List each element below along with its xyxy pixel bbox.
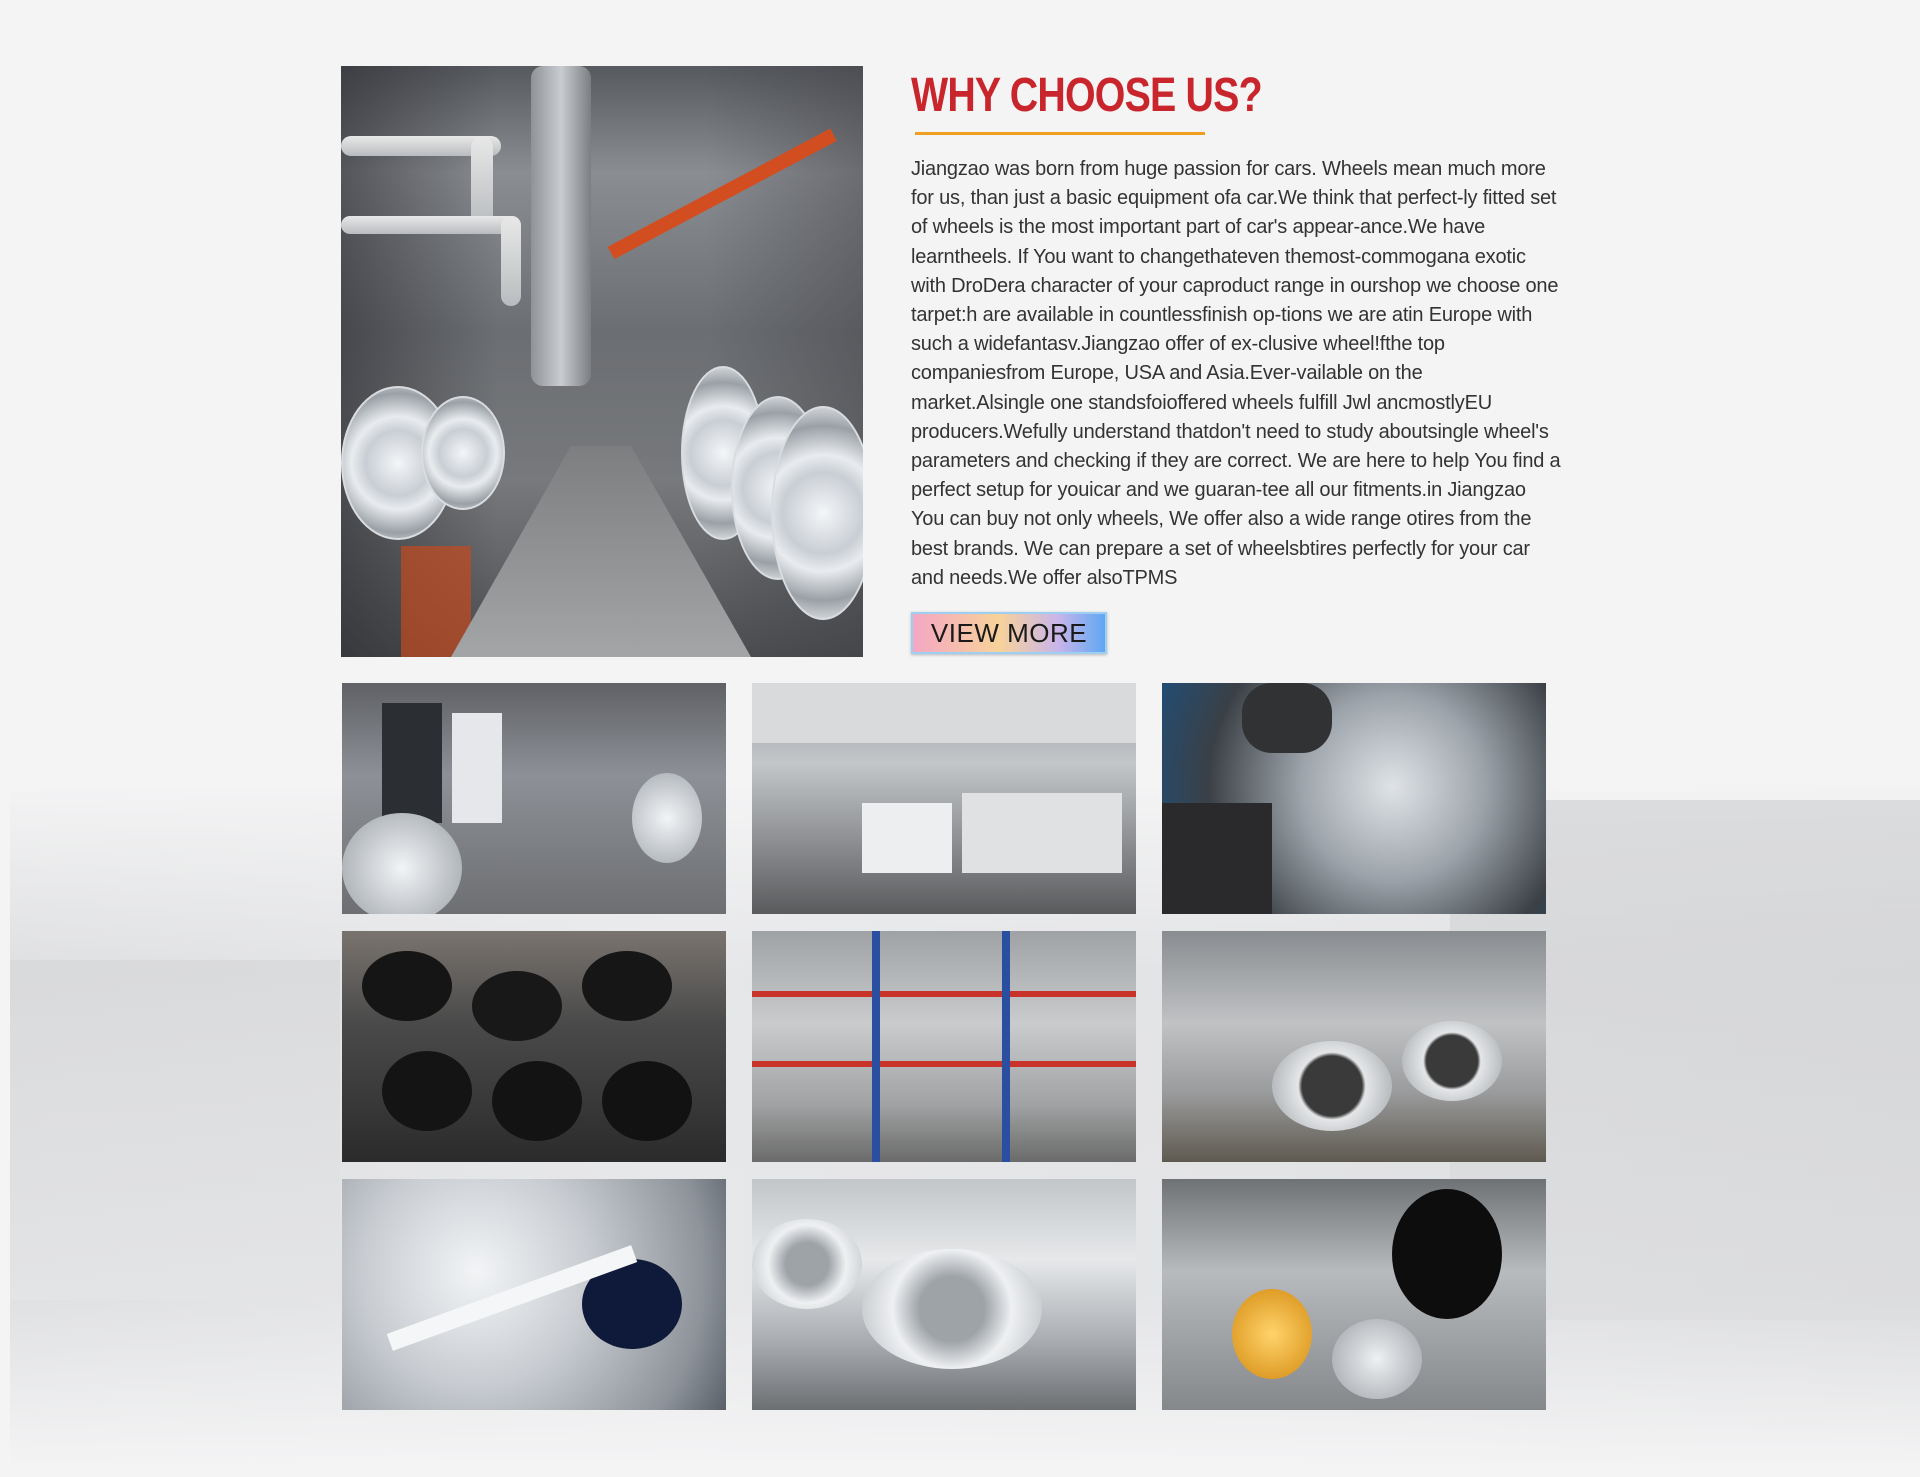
view-more-button[interactable]: VIEW MORE <box>911 612 1107 654</box>
wheel-barrels-photo <box>752 1179 1136 1410</box>
section-description: Jiangzao was born from huge passion for cars. Wheels mean much more for us, than just a basic equipment ofa car.We think that perfect-ly fitted set of wheels is the most important part of car's appear-ance.We have learntheels. If You want to changethateven themost-commogana exotic with DroDera character of your caproduct range in ourshop we choose one tarpet:h are available in countlessfinish op-tions we are atin Europe with such a widefantasv.Jiangzao offer of ex-clusive wheel!fthe top companiesfrom Europe, USA and Asia.Ever-vailable on the market.Alsingle one standsfoioffered wheels fulfill Jwl ancmostlyEU producers.Wefully understand thatdon't need to study aboutsingle wheel's parameters and checking if they are correct. We are here to help You find a perfect setup for youicar and we guaran-tee all our fitments.in Jiangzao You can buy not only wheels, We offer also a wide range otires from the best brands. We can prepare a set of wheelsbtires perfectly for your car and needs.We offer alsoTPMS <box>911 158 1561 589</box>
painting-line-photo <box>341 66 863 657</box>
title-underline <box>915 132 1205 135</box>
pallet-stacks-photo <box>1162 931 1546 1162</box>
why-choose-us-section <box>341 66 1561 1416</box>
spoke-closeup-photo <box>342 1179 726 1410</box>
section-header <box>911 66 1561 613</box>
black-wheels-photo <box>342 931 726 1162</box>
warehouse-racks-photo <box>752 931 1136 1162</box>
workshop-floor-photo <box>752 683 1136 914</box>
section-title: WHY CHOOSE US? <box>911 69 1262 122</box>
cnc-machines-photo <box>342 683 726 914</box>
mixed-finishes-photo <box>1162 1179 1546 1410</box>
background-building-left <box>10 960 340 1300</box>
factory-gallery <box>342 683 1548 1416</box>
wheel-inspection-photo <box>1162 683 1546 914</box>
